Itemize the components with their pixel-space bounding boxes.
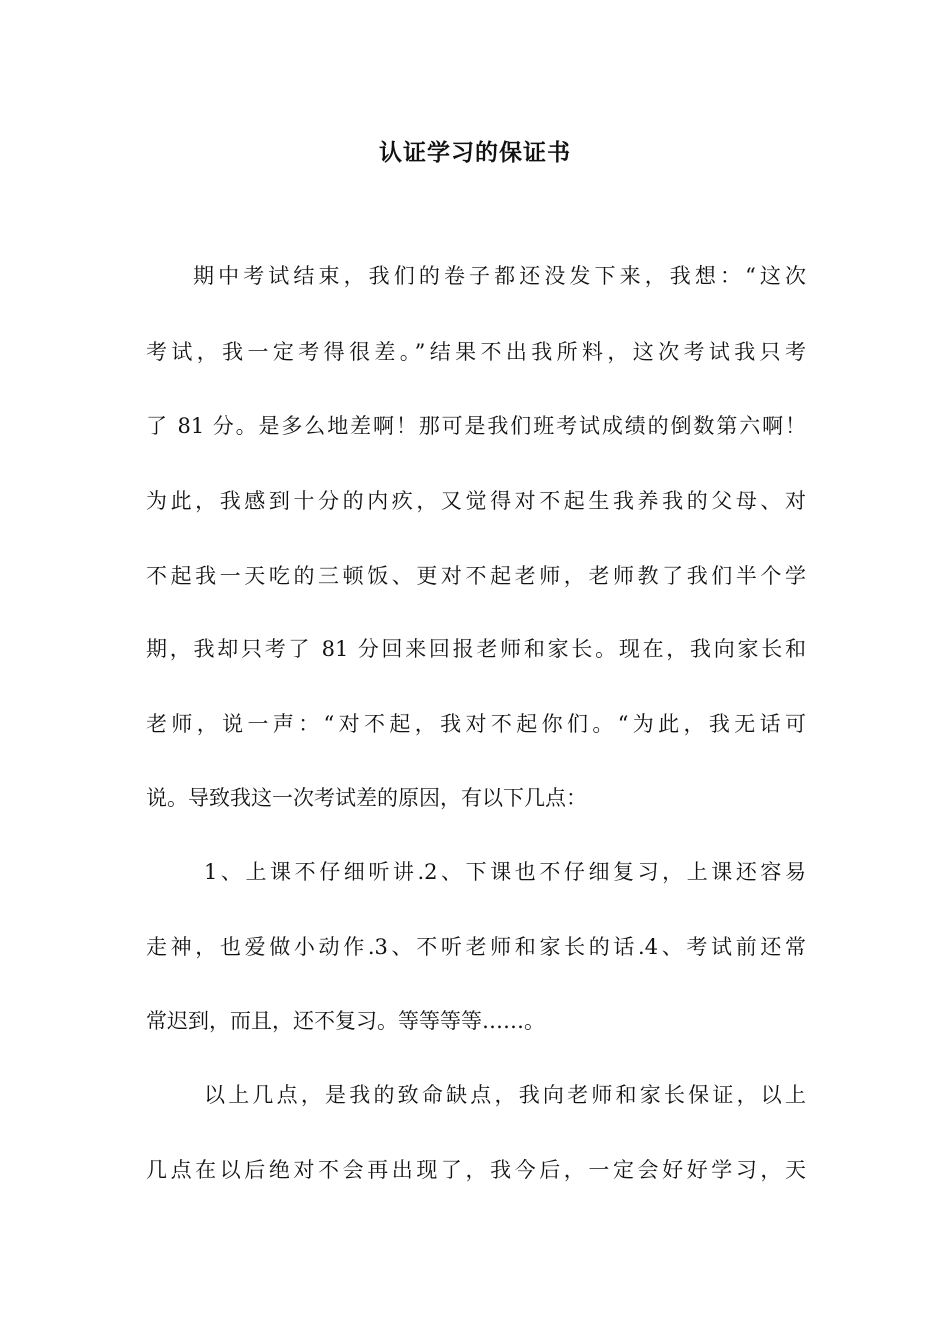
paragraph-line: 期，我却只考了 81 分回来回报老师和家长。现在，我向家长和 bbox=[146, 637, 806, 661]
paragraph-line: 考试，我一定考得很差。”结果不出我所料，这次考试我只考 bbox=[146, 340, 806, 364]
paragraph-line: 1、上课不仔细听讲.2、下课也不仔细复习，上课还容易 bbox=[204, 860, 806, 884]
paragraph-line: 说。导致我这一次考试差的原因，有以下几点： bbox=[146, 786, 587, 810]
paragraph-line: 了 81 分。是多么地差啊！那可是我们班考试成绩的倒数第六啊！ bbox=[146, 414, 806, 438]
paragraph-line: 老师，说一声：“对不起，我对不起你们。“为此，我无话可 bbox=[146, 712, 806, 736]
paragraph-line: 期中考试结束，我们的卷子都还没发下来，我想：“这次 bbox=[193, 264, 806, 288]
paragraph-line: 走神，也爱做小动作.3、不听老师和家长的话.4、考试前还常 bbox=[146, 935, 806, 959]
paragraph-line: 不起我一天吃的三顿饭、更对不起老师，老师教了我们半个学 bbox=[146, 564, 806, 588]
document-title: 认证学习的保证书 bbox=[379, 139, 571, 166]
paragraph-line: 常迟到，而且，还不复习。等等等等……。 bbox=[146, 1009, 545, 1033]
paragraph-line: 为此，我感到十分的内疚，又觉得对不起生我养我的父母、对 bbox=[146, 489, 806, 513]
paragraph-line: 以上几点，是我的致命缺点，我向老师和家长保证，以上 bbox=[204, 1083, 806, 1107]
paragraph-line: 几点在以后绝对不会再出现了，我今后，一定会好好学习，天 bbox=[146, 1158, 806, 1182]
